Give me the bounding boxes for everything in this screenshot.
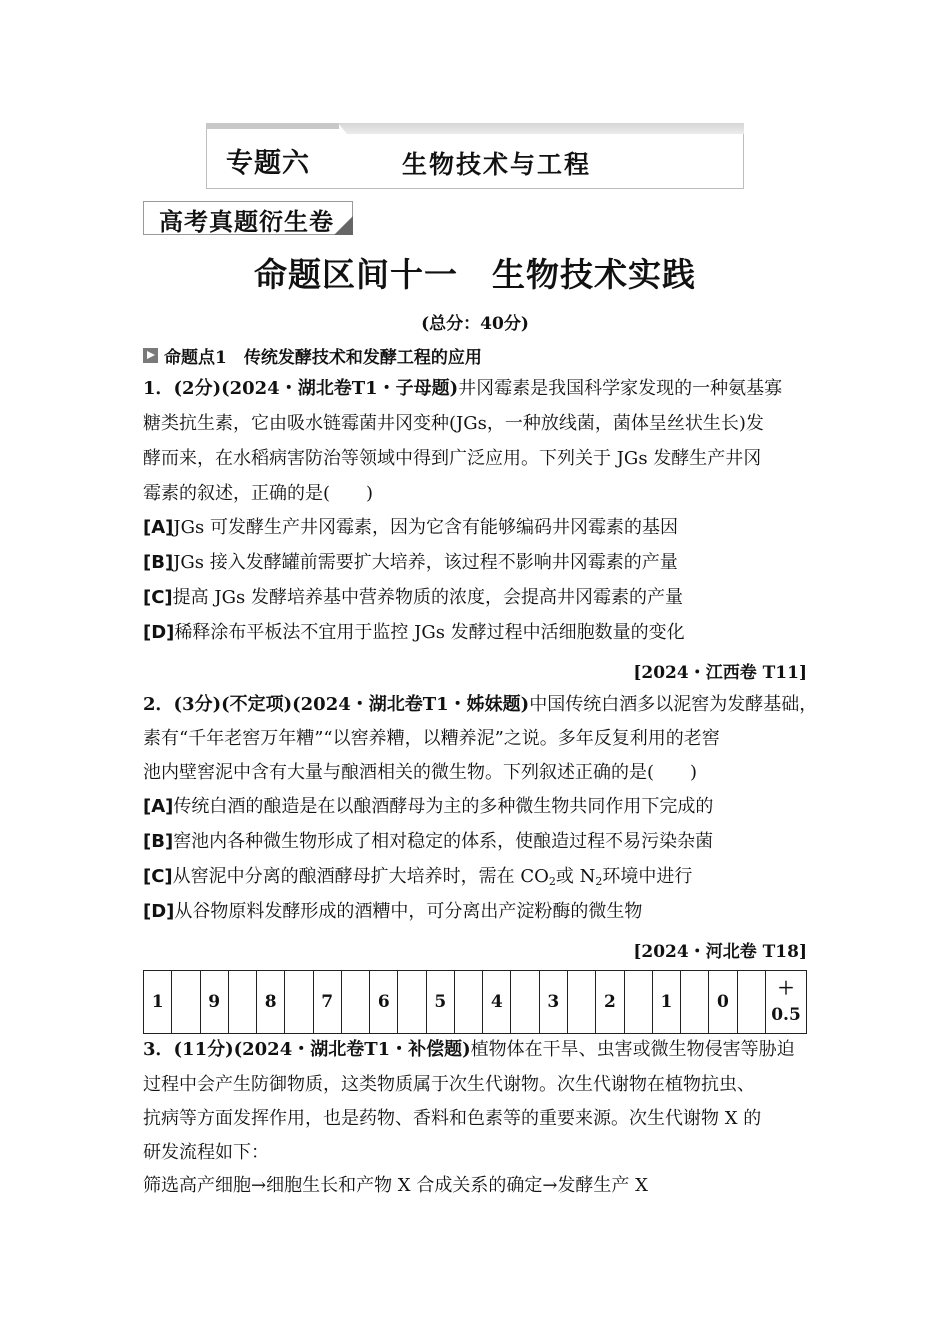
option-label: [A] xyxy=(143,517,174,538)
q3-line-1 xyxy=(143,1038,795,1062)
option-text: JGs 接入发酵罐前需要扩大培养，该过程不影响井冈霉素的产量 xyxy=(173,552,678,573)
option-text: JGs 可发酵生产井冈霉素，因为它含有能够编码井冈霉素的基因 xyxy=(173,517,678,538)
score-cell-plus-half[interactable] xyxy=(766,971,807,1034)
option-label: [C] xyxy=(143,587,173,608)
score-cell[interactable]: 1 xyxy=(144,971,172,1034)
q1-head: 1．(2分)(2024・湖北卷T1・子母题) xyxy=(143,378,459,399)
score-cell[interactable] xyxy=(398,971,426,1034)
q3-line-3: 抗病等方面发挥作用，也是药物、香料和色素等的重要来源。次生代谢物 X 的 xyxy=(143,1108,762,1129)
option-text: 传统白酒的酿造是在以酿酒酵母为主的多种微生物共同作用下完成的 xyxy=(173,796,714,817)
q2-source: [2024・河北卷 T18] xyxy=(633,942,807,962)
score-cell[interactable]: 2 xyxy=(596,971,624,1034)
option-text: 稀释涂布平板法不宜用于监控 JGs 发酵过程中活细胞数量的变化 xyxy=(174,622,685,643)
topic-number: 专题六 xyxy=(226,148,310,179)
score-cell[interactable] xyxy=(228,971,256,1034)
q2-line-3: 池内壁窖泥中含有大量与酿酒相关的微生物。下列叙述正确的是( ) xyxy=(143,762,698,783)
option-label: [C] xyxy=(143,866,173,887)
paper-tag: 高考真题衍生卷 xyxy=(159,207,334,236)
score-cell[interactable]: 6 xyxy=(370,971,398,1034)
score-cell[interactable] xyxy=(511,971,539,1034)
option-label: [D] xyxy=(143,901,175,922)
score-cell[interactable]: 3 xyxy=(539,971,567,1034)
score-cell[interactable] xyxy=(737,971,765,1034)
q1-line-3: 酵而来，在水稻病害防治等领域中得到广泛应用。下列关于 JGs 发酵生产井冈 xyxy=(143,448,762,469)
q1-option-a[interactable] xyxy=(143,516,678,540)
half-point: 0.5 xyxy=(771,1005,801,1025)
option-label: [A] xyxy=(143,796,174,817)
q3-head: 3．(11分)(2024・湖北卷T1・补偿题) xyxy=(143,1039,471,1060)
q2-line-2: 素有“千年老窖万年糟”“以窖养糟，以糟养泥”之说。多年反复利用的老窖 xyxy=(143,728,720,749)
play-icon xyxy=(143,348,158,363)
q1-line-4: 霉素的叙述，正确的是( ) xyxy=(143,483,374,504)
score-cell[interactable]: 7 xyxy=(313,971,341,1034)
banner-decoration xyxy=(206,123,339,129)
option-label: [B] xyxy=(143,831,174,852)
q2-option-b[interactable] xyxy=(143,830,713,854)
q2-head-score: 2．(3分) xyxy=(143,694,222,715)
total-score: (总分：40分) xyxy=(421,314,529,334)
q1-option-c[interactable] xyxy=(143,586,683,610)
topic-name: 生物技术与工程 xyxy=(402,150,592,179)
score-cell[interactable]: 1 xyxy=(652,971,680,1034)
q2-option-c[interactable] xyxy=(143,865,692,894)
section-title: 命题区间十一 生物技术实践 xyxy=(254,255,696,294)
q2-option-a[interactable] xyxy=(143,795,713,819)
q2-line1-text: 中国传统白酒多以泥窖为发酵基础， xyxy=(529,694,818,715)
option-text: 窖池内各种微生物形成了相对稳定的体系，使酿造过程不易污染杂菌 xyxy=(173,831,714,852)
q1-line-2: 糖类抗生素，它由吸水链霉菌井冈变种(JGs，一种放线菌，菌体呈丝状生长)发 xyxy=(143,413,764,434)
q1-option-d[interactable] xyxy=(143,621,685,645)
option-label: [D] xyxy=(143,622,175,643)
score-cell[interactable] xyxy=(624,971,652,1034)
q2-head-source: (2024・湖北卷T1・姊妹题) xyxy=(292,694,530,715)
score-cell[interactable] xyxy=(681,971,709,1034)
q3-line-4: 研发流程如下： xyxy=(143,1142,269,1163)
score-cell[interactable]: 5 xyxy=(426,971,454,1034)
score-cell[interactable] xyxy=(567,971,595,1034)
q1-source: [2024・江西卷 T11] xyxy=(633,663,807,683)
question-point-label: 命题点1 传统发酵技术和发酵工程的应用 xyxy=(164,348,482,368)
question-point-header xyxy=(143,343,482,368)
q3-line-2: 过程中会产生防御物质，这类物质属于次生代谢物。次生代谢物在植物抗虫、 xyxy=(143,1074,755,1095)
option-text: 从窖泥中分离的酿酒酵母扩大培养时，需在 CO xyxy=(172,866,549,887)
score-cell[interactable] xyxy=(285,971,313,1034)
q2-line-1 xyxy=(143,693,817,717)
q1-line-1 xyxy=(143,377,782,401)
q1-line1-text: 井冈霉素是我国科学家发现的一种氨基寡 xyxy=(458,378,783,399)
option-text: 或 N xyxy=(555,866,596,887)
option-text: 环境中进行 xyxy=(602,866,693,887)
option-text: 提高 JGs 发酵培养基中营养物质的浓度，会提高井冈霉素的产量 xyxy=(172,587,683,608)
score-table xyxy=(143,970,807,1034)
q2-head-type: (不定项) xyxy=(221,694,293,715)
table-row xyxy=(144,971,807,1034)
subscript: 2 xyxy=(595,875,603,888)
score-cell[interactable]: 9 xyxy=(200,971,228,1034)
q3-line-5: 筛选高产细胞→细胞生长和产物 X 合成关系的确定→发酵生产 X xyxy=(143,1175,648,1196)
plus-sign: ＋ xyxy=(777,979,795,999)
score-cell[interactable] xyxy=(172,971,200,1034)
q1-option-b[interactable] xyxy=(143,551,678,575)
q3-line1-text: 植物体在干旱、虫害或微生物侵害等胁迫 xyxy=(470,1039,795,1060)
subscript: 2 xyxy=(548,875,556,888)
banner-stripe xyxy=(338,123,744,134)
score-cell[interactable] xyxy=(341,971,369,1034)
option-label: [B] xyxy=(143,552,174,573)
q2-option-d[interactable] xyxy=(143,900,642,924)
score-cell[interactable]: 0 xyxy=(709,971,737,1034)
score-cell[interactable] xyxy=(454,971,482,1034)
score-cell[interactable]: 8 xyxy=(257,971,285,1034)
score-cell[interactable]: 4 xyxy=(483,971,511,1034)
option-text: 从谷物原料发酵形成的酒糟中，可分离出产淀粉酶的微生物 xyxy=(174,901,643,922)
